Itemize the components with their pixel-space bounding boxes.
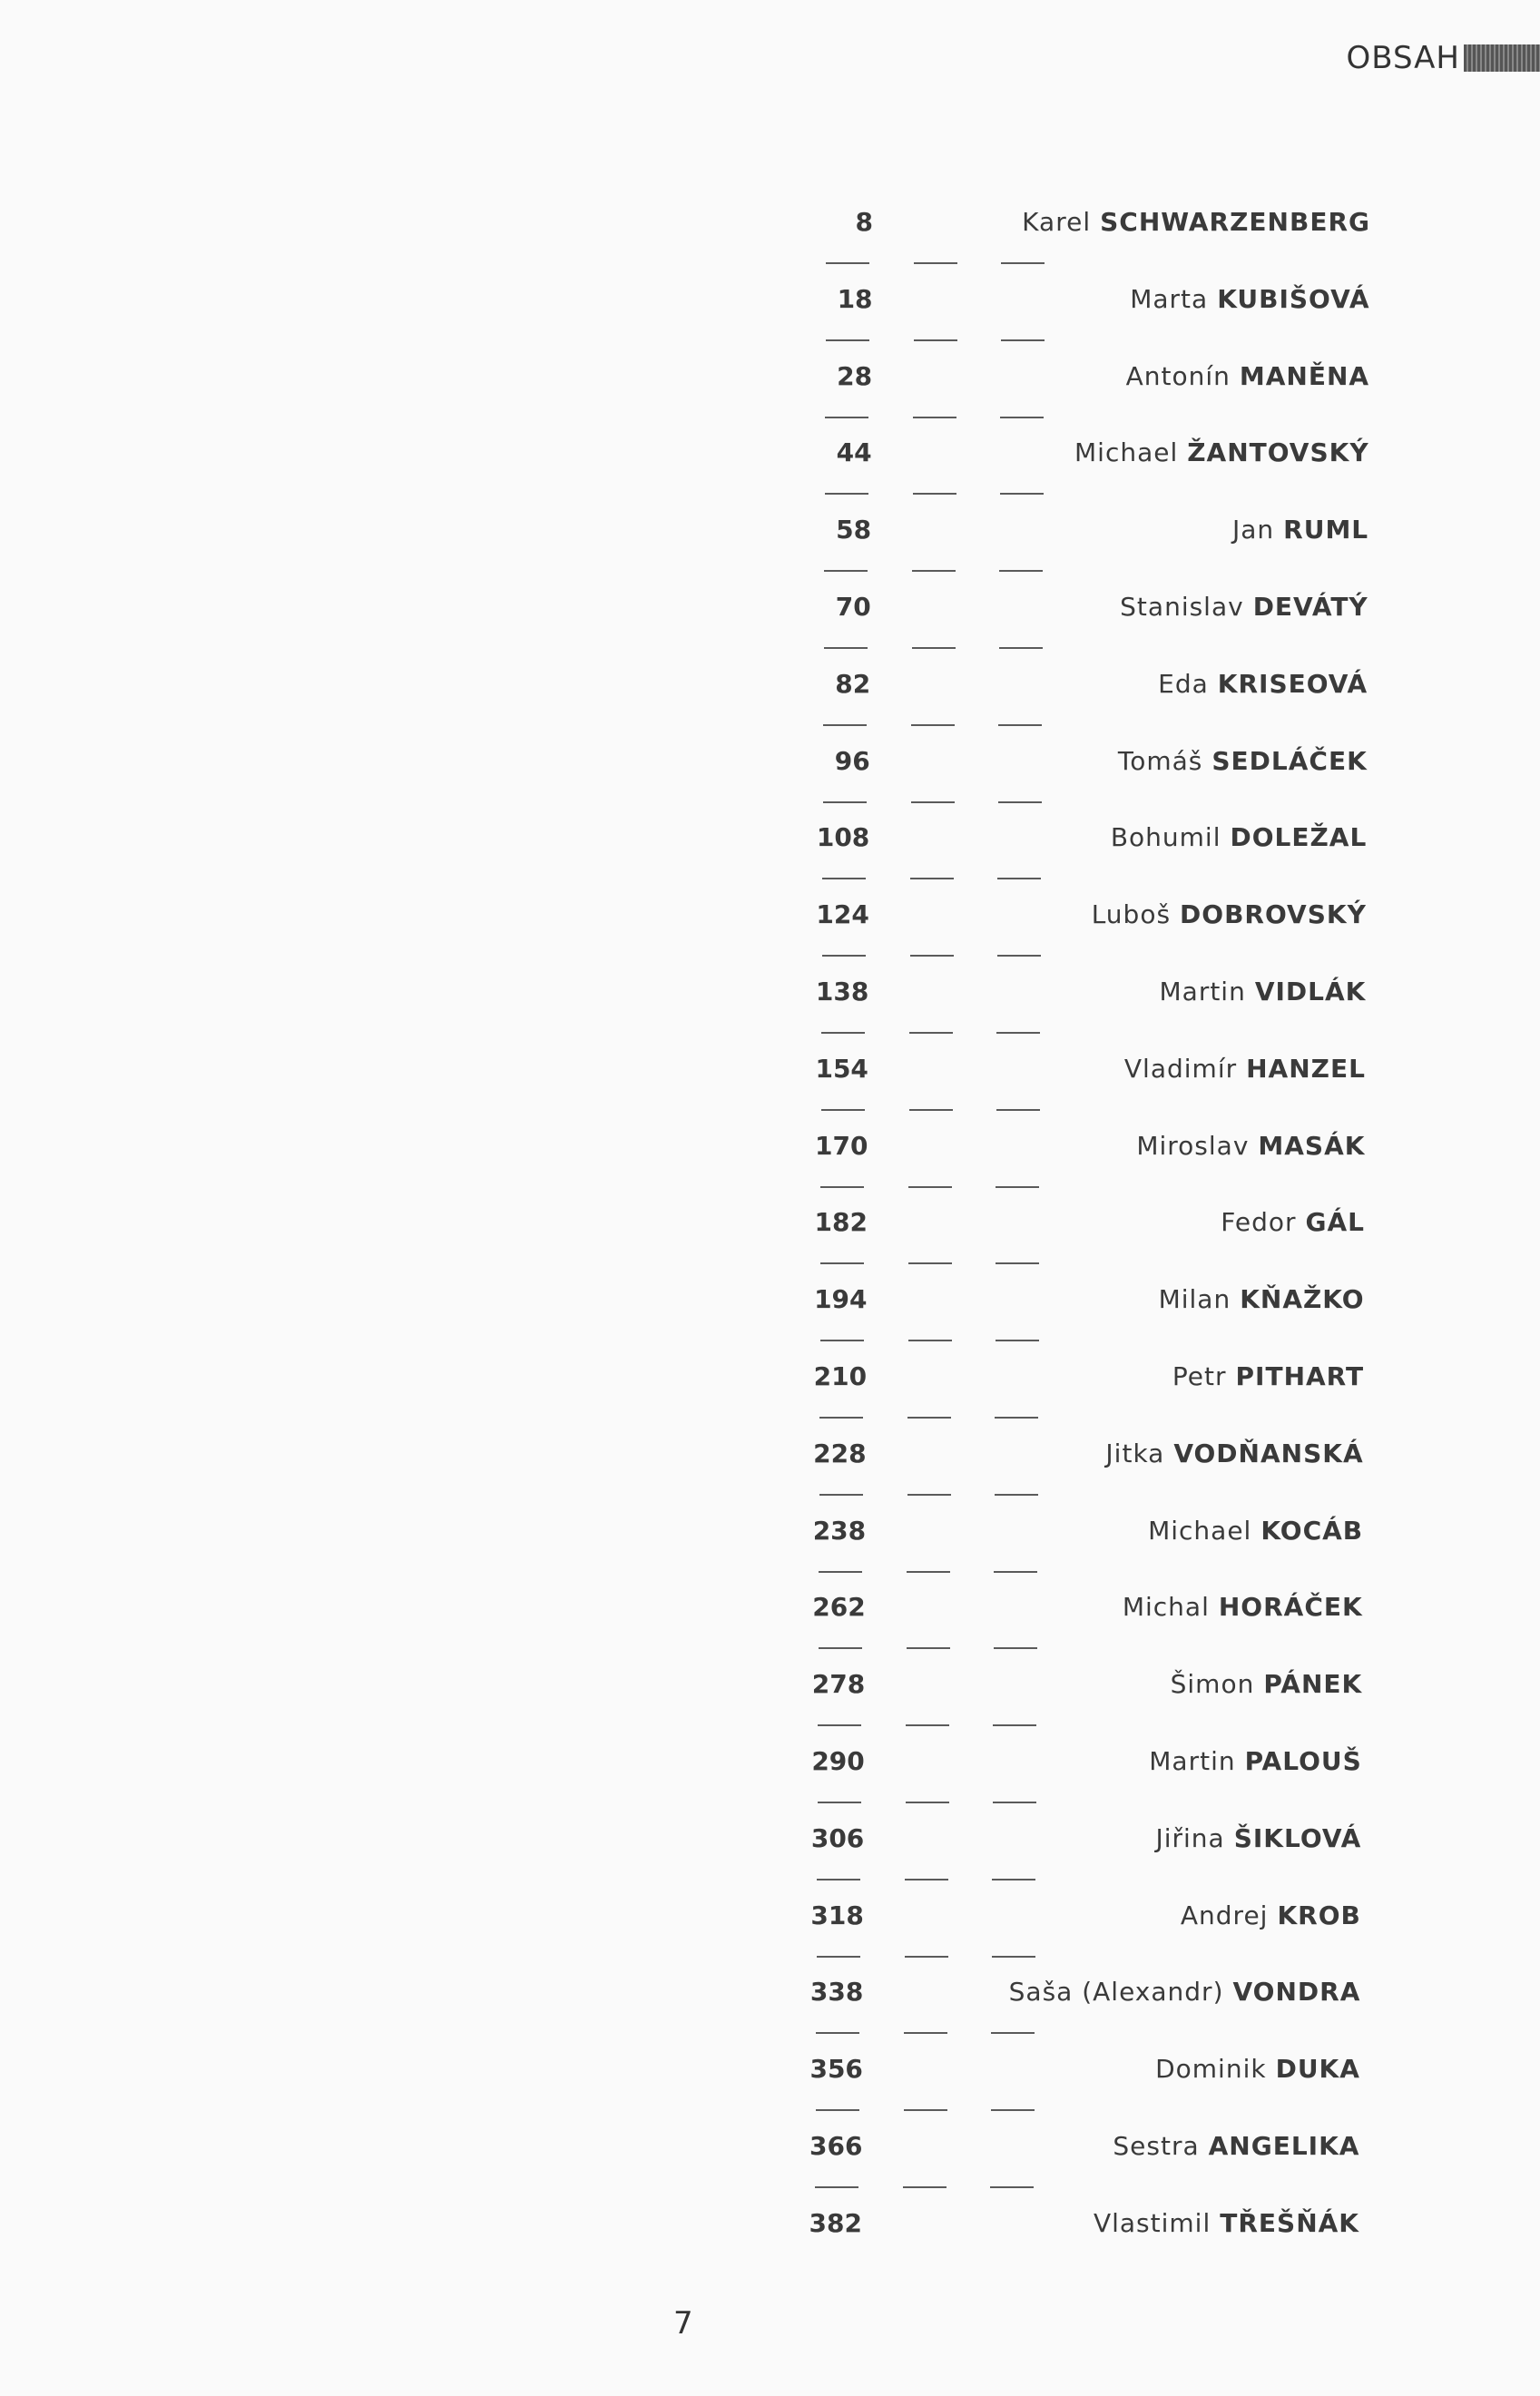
author-last-name: DEVÁTÝ [1252, 592, 1368, 622]
section-title: OBSAH [1346, 40, 1460, 76]
toc-author-name [1124, 1054, 1366, 1084]
author-last-name: KŇAŽKO [1240, 1284, 1365, 1315]
separator-rule [991, 2032, 1035, 2034]
author-last-name: HANZEL [1246, 1053, 1366, 1084]
toc-page-number: 154 [815, 1053, 868, 1084]
separator-rule [823, 801, 867, 803]
toc-page-number: 262 [812, 1592, 866, 1623]
separator-rule [997, 955, 1041, 957]
separator-rule [826, 262, 869, 264]
author-first-name: Michael [1148, 1515, 1252, 1546]
toc-author-name [1092, 899, 1367, 929]
toc-page-number: 306 [810, 1822, 865, 1853]
separator-rule [912, 647, 956, 649]
toc-page-number: 124 [816, 899, 869, 930]
separator-rule [815, 2186, 858, 2188]
author-first-name: Petr [1172, 1361, 1227, 1391]
separator-rule [903, 2186, 947, 2188]
author-last-name: KRISEOVÁ [1217, 668, 1368, 699]
author-last-name: GÁL [1305, 1207, 1365, 1238]
separator-rule [908, 1262, 952, 1264]
separator-rule [993, 1724, 1036, 1726]
toc-author-name [1111, 822, 1368, 852]
author-first-name: Jitka [1105, 1438, 1165, 1468]
separator-rule [996, 1186, 1039, 1188]
toc-author-name [1172, 1361, 1364, 1391]
separator-rule [819, 1494, 863, 1496]
author-last-name: DUKA [1275, 2054, 1360, 2085]
author-last-name: HORÁČEK [1218, 1592, 1363, 1623]
toc-entry [0, 971, 1540, 1048]
toc-author-name [1155, 2054, 1360, 2084]
toc-entry [0, 1971, 1540, 2048]
toc-author-name [1158, 669, 1368, 699]
separator-rule [907, 1647, 950, 1649]
toc-entry [0, 894, 1540, 971]
toc-author-name [1113, 2131, 1359, 2161]
toc-page-number: 338 [809, 1977, 864, 2008]
separator-rule [823, 724, 867, 726]
toc-entry [0, 1048, 1540, 1125]
separator-rule [904, 2032, 947, 2034]
author-last-name: KROB [1277, 1900, 1361, 1930]
separator-rule [904, 2109, 947, 2111]
separator-rule [825, 493, 868, 495]
author-last-name: ANGELIKA [1208, 2131, 1360, 2161]
toc-page-number: 278 [811, 1669, 866, 1700]
separator-rule [819, 1571, 862, 1573]
section-header [1346, 40, 1540, 76]
toc-page-number: 318 [810, 1900, 864, 1930]
separator-rule [826, 339, 869, 341]
author-first-name: Tomáš [1117, 745, 1203, 776]
toc-page-number: 8 [855, 207, 873, 237]
separator-rule [993, 1802, 1036, 1803]
author-first-name: Sestra [1113, 2131, 1200, 2161]
toc-author-name [1009, 1977, 1361, 2007]
toc-author-name [1232, 515, 1368, 545]
toc-page-number: 44 [836, 437, 872, 468]
author-last-name: TŘEŠŇÁK [1220, 2207, 1359, 2238]
separator-rule [911, 801, 955, 803]
toc-author-name [1136, 1131, 1365, 1161]
toc-author-name [1105, 1439, 1363, 1468]
toc-author-name [1094, 2208, 1359, 2238]
author-last-name: KOCÁB [1260, 1515, 1364, 1546]
separator-rule [908, 1186, 952, 1188]
toc-entry [0, 2048, 1540, 2126]
separator-rule [1001, 339, 1045, 341]
separator-rule [909, 1032, 953, 1034]
separator-rule [820, 1262, 864, 1264]
toc-author-name [1160, 977, 1367, 1007]
separator-rule [822, 955, 866, 957]
author-last-name: DOLEŽAL [1230, 822, 1368, 853]
separator-rule [996, 1109, 1040, 1111]
separator-rule [816, 2032, 859, 2034]
section-marker-bar [1464, 44, 1540, 72]
separator-rule [907, 1417, 951, 1419]
author-last-name: PITHART [1235, 1361, 1365, 1391]
separator-rule [991, 2109, 1035, 2111]
toc-author-name [1130, 284, 1369, 314]
separator-rule [909, 1109, 953, 1111]
separator-rule [999, 570, 1043, 572]
toc-entry [0, 1510, 1540, 1587]
toc-page-number: 70 [835, 592, 871, 622]
separator-rule [912, 570, 956, 572]
toc-page-number: 82 [835, 668, 871, 699]
author-last-name: VONDRA [1232, 1977, 1361, 2008]
toc-page-number: 138 [815, 977, 869, 1007]
toc-entry [0, 1664, 1540, 1741]
separator-rule [825, 417, 868, 418]
author-first-name: Jan [1231, 515, 1275, 545]
toc-page-number: 18 [837, 283, 873, 314]
separator-rule [911, 724, 955, 726]
separator-rule [913, 417, 956, 418]
author-first-name: Martin [1159, 977, 1246, 1007]
author-first-name: Luboš [1091, 899, 1172, 930]
separator-rule [999, 647, 1043, 649]
separator-rule [821, 1032, 865, 1034]
separator-rule [996, 1340, 1039, 1341]
toc-author-name [1159, 1284, 1365, 1314]
toc-entry [0, 1356, 1540, 1433]
toc-entry [0, 432, 1540, 509]
author-last-name: ŽANTOVSKÝ [1187, 437, 1369, 468]
toc-page-number: 28 [837, 360, 873, 391]
author-first-name: Fedor [1221, 1207, 1297, 1238]
toc-page-number: 96 [834, 745, 870, 776]
author-first-name: Stanislav [1120, 592, 1244, 622]
separator-rule [819, 1417, 863, 1419]
separator-rule [914, 262, 957, 264]
separator-rule [824, 570, 868, 572]
toc-page-number: 228 [813, 1438, 867, 1468]
toc-author-name [1181, 1900, 1361, 1930]
author-first-name: Karel [1022, 207, 1092, 237]
separator-rule [1000, 417, 1044, 418]
toc-page-number: 108 [816, 822, 870, 853]
author-first-name: Martin [1149, 1746, 1236, 1776]
author-first-name: Michael [1074, 437, 1179, 468]
toc-entry [0, 1586, 1540, 1664]
toc-entry [0, 1202, 1540, 1279]
toc-page-number: 58 [836, 515, 872, 545]
separator-rule [907, 1494, 951, 1496]
toc-author-name [1148, 1516, 1363, 1546]
toc-entry [0, 1279, 1540, 1356]
toc-author-name [1126, 361, 1369, 391]
toc-author-name [1221, 1207, 1365, 1237]
separator-rule [910, 955, 954, 957]
separator-rule [997, 878, 1041, 879]
separator-rule [995, 1417, 1038, 1419]
separator-rule [822, 878, 866, 879]
author-first-name: Vladimír [1123, 1053, 1238, 1084]
toc-page-number: 356 [809, 2054, 863, 2085]
author-first-name: Bohumil [1110, 822, 1221, 853]
separator-rule [1000, 493, 1044, 495]
toc-page-number: 210 [813, 1361, 868, 1391]
toc-author-name [1120, 592, 1368, 622]
toc-entry [0, 1895, 1540, 1972]
separator-rule [914, 339, 957, 341]
separator-rule [998, 724, 1042, 726]
separator-rule [816, 2109, 859, 2111]
separator-rule [1001, 262, 1045, 264]
separator-rule [820, 1340, 864, 1341]
separator-rule [990, 2186, 1034, 2188]
separator-rule [906, 1724, 949, 1726]
author-first-name: Eda [1158, 668, 1209, 699]
toc-entry [0, 586, 1540, 663]
toc-author-name [1149, 1746, 1362, 1776]
toc-author-name [1118, 746, 1368, 776]
separator-rule [913, 493, 956, 495]
toc-author-name [1155, 1823, 1361, 1853]
toc-entry [0, 1125, 1540, 1203]
separator-rule [821, 1109, 865, 1111]
toc-entry [0, 1433, 1540, 1510]
author-last-name: VIDLÁK [1254, 977, 1367, 1007]
toc-page-number: 182 [814, 1207, 868, 1238]
separator-rule [906, 1802, 949, 1803]
toc-entry [0, 279, 1540, 356]
author-last-name: VODŇANSKÁ [1173, 1438, 1364, 1468]
toc-entry [0, 1741, 1540, 1818]
separator-rule [992, 1879, 1035, 1880]
toc-entry [0, 663, 1540, 741]
author-last-name: PALOUŠ [1244, 1746, 1362, 1776]
author-last-name: PÁNEK [1263, 1669, 1363, 1700]
author-last-name: KUBIŠOVÁ [1217, 283, 1370, 314]
separator-rule [910, 878, 954, 879]
author-first-name: Vlastimil [1093, 2207, 1211, 2238]
toc-author-name [1171, 1669, 1363, 1699]
separator-rule [905, 1879, 948, 1880]
author-last-name: DOBROVSKÝ [1180, 899, 1367, 930]
toc-page-number: 194 [814, 1284, 868, 1315]
author-last-name: RUML [1283, 515, 1369, 545]
author-last-name: ŠIKLOVÁ [1233, 1822, 1362, 1853]
separator-rule [818, 1802, 861, 1803]
author-first-name: Michal [1122, 1592, 1210, 1623]
author-first-name: Saša (Alexandr) [1008, 1977, 1224, 2008]
author-first-name: Šimon [1170, 1669, 1255, 1700]
separator-rule [820, 1186, 864, 1188]
separator-rule [905, 1956, 948, 1958]
toc-author-name [1123, 1592, 1363, 1622]
author-last-name: MASÁK [1258, 1130, 1366, 1161]
separator-rule [817, 1956, 860, 1958]
toc-page-number: 382 [809, 2207, 862, 2238]
toc-page-number: 290 [811, 1746, 865, 1776]
toc-page-number: 366 [809, 2131, 863, 2161]
author-last-name: SEDLÁČEK [1211, 745, 1368, 776]
author-first-name: Jiřina [1155, 1822, 1225, 1853]
author-first-name: Miroslav [1136, 1130, 1250, 1161]
separator-rule [992, 1956, 1035, 1958]
toc-author-name [1074, 437, 1369, 467]
separator-rule [996, 1032, 1040, 1034]
separator-rule [996, 1262, 1039, 1264]
separator-rule [824, 647, 868, 649]
toc-entry [0, 356, 1540, 433]
separator-rule [998, 801, 1042, 803]
separator-rule [819, 1647, 862, 1649]
separator-rule [907, 1571, 950, 1573]
separator-rule [995, 1494, 1038, 1496]
toc-author-name [1022, 207, 1370, 237]
toc-entry [0, 2126, 1540, 2203]
separator-rule [818, 1724, 861, 1726]
author-last-name: MANĚNA [1239, 360, 1370, 391]
toc-page-number: 238 [812, 1515, 867, 1546]
toc-entry [0, 509, 1540, 586]
separator-rule [817, 1879, 860, 1880]
author-first-name: Marta [1130, 283, 1209, 314]
toc-entry [0, 817, 1540, 894]
author-first-name: Andrej [1180, 1900, 1269, 1930]
page-number: 7 [673, 2305, 693, 2342]
toc-entry [0, 2203, 1540, 2280]
author-first-name: Milan [1158, 1284, 1231, 1315]
toc-entry [0, 1818, 1540, 1895]
separator-rule [908, 1340, 952, 1341]
toc-page-number: 170 [815, 1130, 868, 1161]
author-last-name: SCHWARZENBERG [1100, 207, 1370, 237]
author-first-name: Dominik [1155, 2054, 1267, 2085]
toc-entry [0, 201, 1540, 279]
separator-rule [994, 1571, 1037, 1573]
separator-rule [994, 1647, 1037, 1649]
author-first-name: Antonín [1125, 360, 1231, 391]
toc-entry [0, 741, 1540, 818]
